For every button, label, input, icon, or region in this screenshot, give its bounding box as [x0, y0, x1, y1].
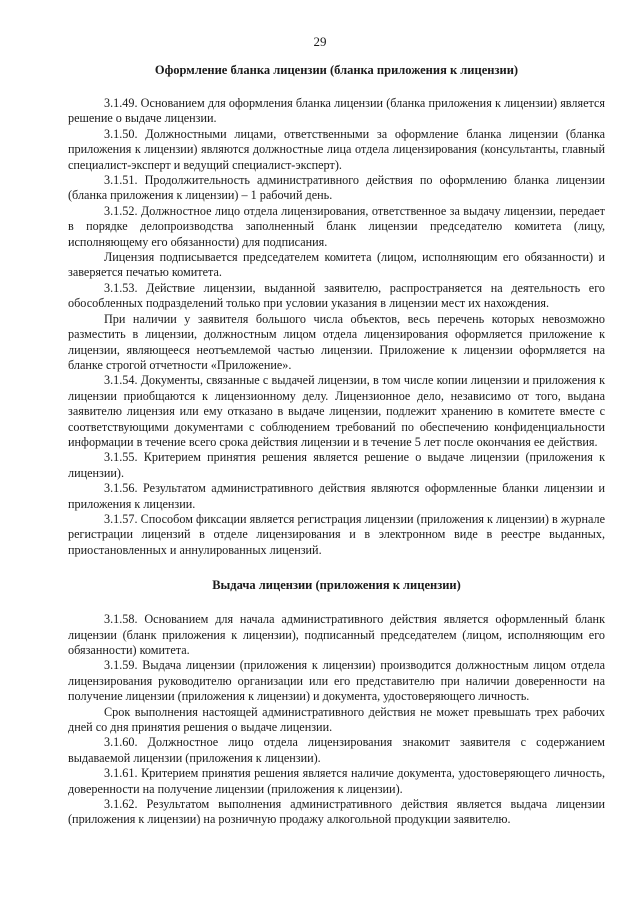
section-heading-license-issuance: Выдача лицензии (приложения к лицензии)	[212, 578, 461, 593]
paragraph-3-1-61: 3.1.61. Критерием принятия решения является наличие документа, удостоверяющего личность, доверенности на получение лицензии (приложения к лицензии).	[68, 766, 605, 796]
paragraph-3-1-51: 3.1.51. Продолжительность административного действия по оформлению бланка лицензии (бланка приложения к лицензии) – 1 рабочий день.	[68, 173, 605, 203]
section-heading-license-form: Оформление бланка лицензии (бланка приложения к лицензии)	[154, 63, 519, 77]
paragraph-3-1-57: 3.1.57. Способом фиксации является регистрация лицензии (приложения к лицензии) в журнале регистрации лицензий в отделе лицензирования и в электронном виде в реестре выданных, приостановленных и аннулированных лицензий.	[68, 511, 605, 557]
paragraph-3-1-62: 3.1.62. Результатом выполнения административного действия является выдача лицензии (приложения к лицензии) на розничную продажу алкогольной продукции заявителю.	[68, 797, 605, 827]
paragraph-3-1-50: 3.1.50. Должностными лицами, ответственными за оформление бланка лицензии (бланка приложения к лицензии) являются должностные лица отдела лицензирования (консультанты, главный специалист-эксперт и ведущий специалист-эксперт).	[68, 126, 605, 172]
paragraph-3-1-53: 3.1.53. Действие лицензии, выданной заявителю, распространяется на деятельность его обособленных подразделений только при условии указания в лицензии мест их нахождения.	[68, 280, 605, 311]
paragraph-3-1-59: 3.1.59. Выдача лицензии (приложения к лицензии) производится должностным лицом отдела лицензирования руководителю организации или его представителю при наличии доверенности на получение лицензии (приложения к лицензии) и документа, удостоверяющего личность.	[68, 658, 605, 704]
document-body	[68, 62, 605, 828]
paragraph-3-1-55: 3.1.55. Критерием принятия решения является решение о выдаче лицензии (приложения к лицензии).	[68, 450, 605, 480]
paragraph-3-1-60: 3.1.60. Должностное лицо отдела лицензирования знакомит заявителя с содержанием выдаваемой лицензии (приложения к лицензии).	[68, 735, 605, 765]
paragraph-3-1-49: 3.1.49. Основанием для оформления бланка лицензии (бланка приложения к лицензии) является решение о выдаче лицензии.	[68, 96, 605, 126]
page-number: 29	[313, 34, 327, 49]
paragraph-license-appendix: При наличии у заявителя большого числа объектов, весь перечень которых невозможно разместить в лицензии, должностным лицом отдела лицензирования оформляется приложение к лицензии, являющееся неотъемлемой частью лицензии. Приложение к лицензии оформляется на бланке строгой отчетности «Приложение».	[68, 311, 605, 372]
paragraph-3-1-54: 3.1.54. Документы, связанные с выдачей лицензии, в том числе копии лицензии и приложения к лицензии приобщаются к лицензионному делу. Лицензионное дело, независимо от того, выдана заявителю лицензия или ему отказано в выдаче лицензии, подлежит хранению в комитете вместе с соответствующими документами с соблюдением требований по обеспечению конфиденциальности информации в течение всего срока действия лицензии и в течение 5 лет после окончания ее действия.	[68, 373, 605, 449]
paragraph-license-signing: Лицензия подписывается председателем комитета (лицом, исполняющим его обязанности) и заверяется печатью комитета.	[68, 250, 605, 280]
paragraph-3-1-58: 3.1.58. Основанием для начала административного действия является оформленный бланк лицензии (бланк приложения к лицензии), подписанный председателем (лицом, исполняющим его обязанности) комитета.	[68, 612, 605, 657]
paragraph-3-1-56: 3.1.56. Результатом административного действия являются оформленные бланки лицензии и приложения к лицензии.	[68, 481, 605, 511]
paragraph-issuance-term: Срок выполнения настоящей административного действия не может превышать трех рабочих дней со дня принятия решения о выдаче лицензии.	[68, 704, 605, 735]
paragraph-3-1-52: 3.1.52. Должностное лицо отдела лицензирования, ответственное за выдачу лицензии, передает в порядке делопроизводства заполненный бланк лицензии председателю комитета (лицу, исполняющему его обязанности) для подписания.	[68, 203, 605, 249]
